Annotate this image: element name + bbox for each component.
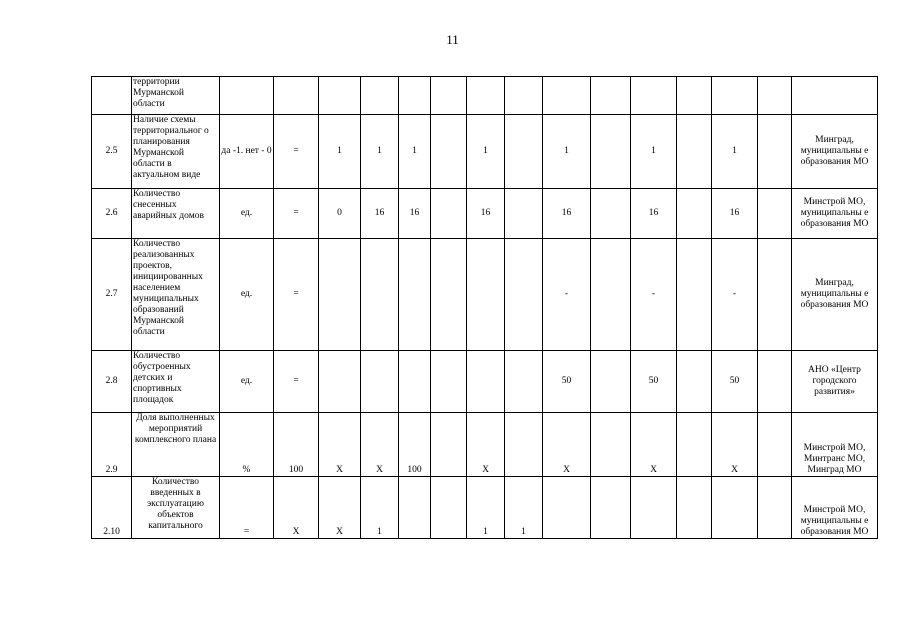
table-row [92,413,878,477]
value-cell: 0 [319,189,361,239]
value-cell: 16 [467,189,505,239]
value-cell [677,115,712,189]
value-cell: = [274,115,319,189]
value-cell [712,477,758,539]
responsible-cell: Минстрой МО, муниципальны е образования МО [792,189,878,239]
value-cell [591,115,631,189]
value-cell: X [631,413,677,477]
value-cell: X [319,477,361,539]
value-cell: - [631,239,677,351]
unit-cell [220,77,274,115]
value-cell [758,413,792,477]
value-cell: 1 [467,115,505,189]
value-cell [758,115,792,189]
value-cell [677,477,712,539]
row-number: 2.6 [92,189,132,239]
value-cell [361,239,399,351]
value-cell: 50 [631,351,677,413]
value-cell: 100 [274,413,319,477]
value-cell [467,351,505,413]
indicator-name: Количество введенных в эксплуатацию объектов капитального [132,477,220,539]
value-cell [677,351,712,413]
value-cell [399,77,431,115]
value-cell: 16 [399,189,431,239]
value-cell [399,477,431,539]
value-cell [431,413,467,477]
value-cell [319,239,361,351]
table-row [92,189,878,239]
value-cell [591,413,631,477]
indicator-name: Доля выполненных мероприятий комплексного плана [132,413,220,477]
table-row [92,239,878,351]
value-cell [543,77,591,115]
value-cell [431,77,467,115]
value-cell [591,77,631,115]
value-cell [319,77,361,115]
value-cell [431,189,467,239]
value-cell: - [712,239,758,351]
value-cell [467,77,505,115]
indicator-name: Наличие схемы территориальног о планирования Мурманской области в актуальном виде [132,115,220,189]
value-cell [361,77,399,115]
value-cell: 16 [631,189,677,239]
value-cell [591,189,631,239]
value-cell: X [543,413,591,477]
value-cell [758,77,792,115]
row-number: 2.8 [92,351,132,413]
indicator-name: территории Мурманской области [132,77,220,115]
value-cell [677,189,712,239]
value-cell: = [274,239,319,351]
value-cell: = [274,189,319,239]
value-cell [543,477,591,539]
value-cell [399,351,431,413]
row-number: 2.9 [92,413,132,477]
value-cell [591,239,631,351]
unit-cell: = [220,477,274,539]
value-cell: X [712,413,758,477]
value-cell [505,115,543,189]
indicator-name: Количество реализованных проектов, инициированных населением муниципальных образований Мурманской области [132,239,220,351]
value-cell [319,351,361,413]
value-cell [631,77,677,115]
value-cell [274,77,319,115]
value-cell: 1 [543,115,591,189]
responsible-cell: Минстрой МО, муниципальны е образования МО [792,477,878,539]
value-cell: 1 [399,115,431,189]
unit-cell: ед. [220,351,274,413]
value-cell [431,351,467,413]
value-cell [677,239,712,351]
value-cell: 1 [712,115,758,189]
value-cell [505,239,543,351]
row-number: 2.7 [92,239,132,351]
value-cell [758,189,792,239]
page-number: 11 [446,32,459,47]
responsible-cell: АНО «Центр городского развития» [792,351,878,413]
value-cell [677,413,712,477]
table-row [92,77,878,115]
value-cell [712,77,758,115]
value-cell: 1 [361,477,399,539]
value-cell: 16 [543,189,591,239]
unit-cell: % [220,413,274,477]
value-cell: 1 [505,477,543,539]
value-cell: 1 [361,115,399,189]
indicators-table [91,76,878,539]
value-cell: 16 [361,189,399,239]
value-cell: 100 [399,413,431,477]
table-row [92,115,878,189]
value-cell [758,351,792,413]
value-cell: 1 [319,115,361,189]
responsible-cell: Минстрой МО, Минтранс МО, Минград МО [792,413,878,477]
value-cell: - [543,239,591,351]
value-cell [591,351,631,413]
indicator-name: Количество снесенных аварийных домов [132,189,220,239]
row-number: 2.10 [92,477,132,539]
value-cell: 1 [467,477,505,539]
value-cell: 1 [631,115,677,189]
value-cell: X [361,413,399,477]
unit-cell: ед. [220,189,274,239]
value-cell: X [467,413,505,477]
value-cell [677,77,712,115]
value-cell [467,239,505,351]
row-number: 2.5 [92,115,132,189]
value-cell [399,239,431,351]
value-cell [505,77,543,115]
value-cell [631,477,677,539]
value-cell [505,413,543,477]
responsible-cell: Минград, муниципальны е образования МО [792,239,878,351]
table-row [92,351,878,413]
value-cell [591,477,631,539]
row-number [92,77,132,115]
value-cell [758,239,792,351]
value-cell [758,477,792,539]
responsible-cell: Минград, муниципальны е образования МО [792,115,878,189]
value-cell: X [319,413,361,477]
value-cell [431,239,467,351]
value-cell: = [274,351,319,413]
value-cell [505,189,543,239]
value-cell: X [274,477,319,539]
value-cell: 50 [543,351,591,413]
value-cell: 50 [712,351,758,413]
value-cell [431,115,467,189]
value-cell [505,351,543,413]
value-cell [361,351,399,413]
value-cell [431,477,467,539]
value-cell: 16 [712,189,758,239]
unit-cell: да -1. нет - 0 [220,115,274,189]
table-row [92,477,878,539]
indicator-name: Количество обустроенных детских и спортивных площадок [132,351,220,413]
responsible-cell [792,77,878,115]
unit-cell: ед. [220,239,274,351]
